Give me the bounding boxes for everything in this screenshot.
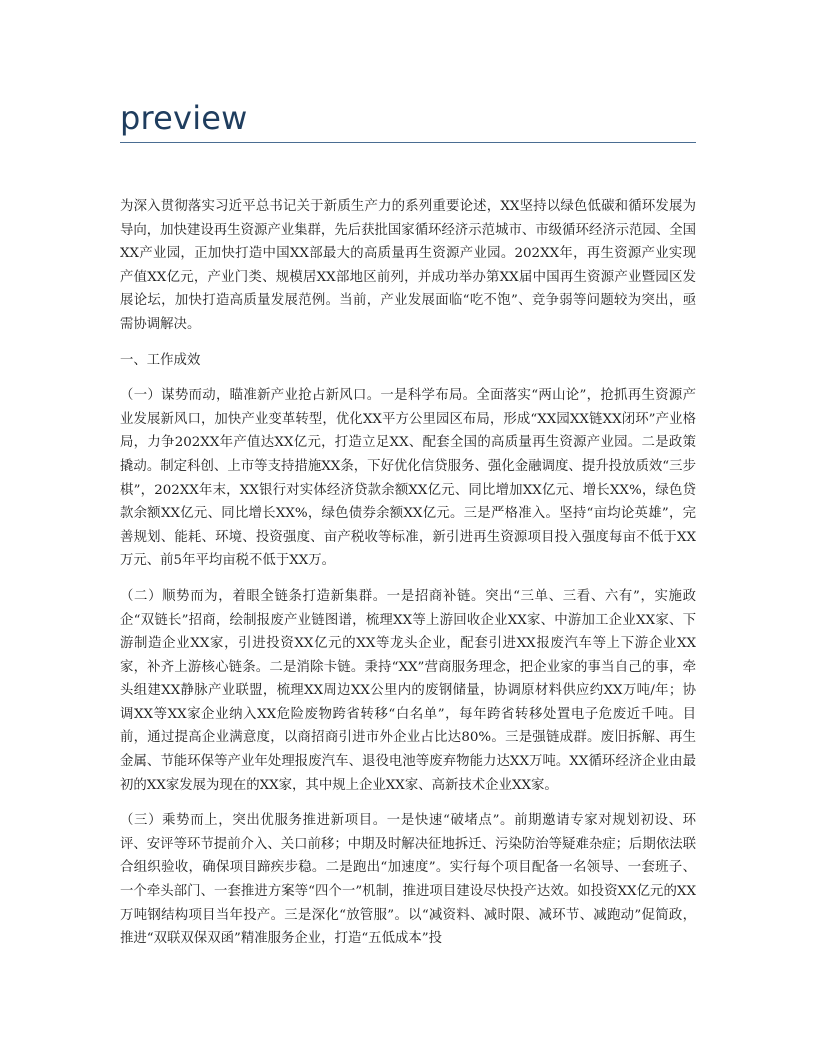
body-paragraph: （二）顺势而为，着眼全链条打造新集群。一是招商补链。突出“三单、三看、六有”，实施政企“双链长”招商，绘制报废产业链图谱，梳理XX等上游回收企业XX家、中游加工企业XX家、下游制造企业XX家，引进投资XX亿元的XX等龙头企业，配套引进XX报废汽车等上下游企业XX家，补齐上游核心链条。二是消除卡链。秉持“XX”营商服务理念，把企业家的事当自己的事，牵头组建XX静脉产业联盟，梳理XX周边XX公里内的废钢储量，协调原材料供应约XX万吨/年；协调XX等XX家企业纳入XX危险废物跨省转移“白名单”，每年跨省转移处置电子危废近千吨。目前，通过提高企业满意度，以商招商引进市外企业占比达80%。三是强链成群。废旧拆解、再生金属、节能环保等产业年处理报废汽车、退役电池等废弃物能力达XX万吨。XX循环经济企业由最初的XX家发展为现在的XX家，其中规上企业XX家、高新技术企业XX家。 [120,588,696,793]
body-paragraph: （三）乘势而上，突出优服务推进新项目。一是快速“破堵点”。前期邀请专家对规划初设、环评、安评等环节提前介入、关口前移；中期及时解决征地拆迁、污染防治等疑难杂症；后期依法联合组织验收，确保项目蹄疾步稳。二是跑出“加速度”。实行每个项目配备一名领导、一套班子、一个牵头部门、一套推进方案等“四个一”机制，推进项目建设尽快投产达效。如投资XX亿元的XX万吨钢结构项目当年投产。三是深化“放管服”。以“减资料、减时限、减环节、减跑动”促简政，推进“双联双保双函”精准服务企业，打造“五低成本”投 [120,813,696,947]
title-divider [120,142,696,143]
intro-paragraph: 为深入贯彻落实习近平总书记关于新质生产力的系列重要论述，XX坚持以绿色低碳和循环发展为导向，加快建设再生资源产业集群，先后获批国家循环经济示范城市、市级循环经济示范园、全国XX产业园，正加快打造中国XX部最大的高质量再生资源产业园。202XX年，再生资源产业实现产值XX亿元，产业门类、规模居XX部地区前列，并成功举办第XX届中国再生资源产业暨园区发展论坛，加快打造高质量发展范例。当前，产业发展面临“吃不饱”、竞争弱等问题较为突出，亟需协调解决。 [120,199,696,332]
document-page [120,0,696,963]
body-paragraph: （一）谋势而动，瞄准新产业抢占新风口。一是科学布局。全面落实“两山论”，抢抓再生资源产业发展新风口，加快产业变革转型，优化XX平方公里园区布局，形成“XX园XX链XX闭环”产业格局，力争202XX年产值达XX亿元，打造立足XX、配套全国的高质量再生资源产业园。二是政策撬动。制定科创、上市等支持措施XX条，下好优化信贷服务、强化金融调度、提升投放质效“三步棋”，202XX年末，XX银行对实体经济贷款余额XX亿元、同比增加XX亿元、增长XX%，绿色贷款余额XX亿元、同比增长XX%，绿色债券余额XX亿元。三是严格准入。坚持“亩均论英雄”，完善规划、能耗、环境、投资强度、亩产税收等标准，新引进再生资源项目投入强度每亩不低于XX万元、前5年平均亩税不低于XX万。 [120,388,696,569]
document-body [120,195,696,951]
section-heading: 一、工作成效 [120,352,201,368]
document-title: preview [120,99,248,137]
